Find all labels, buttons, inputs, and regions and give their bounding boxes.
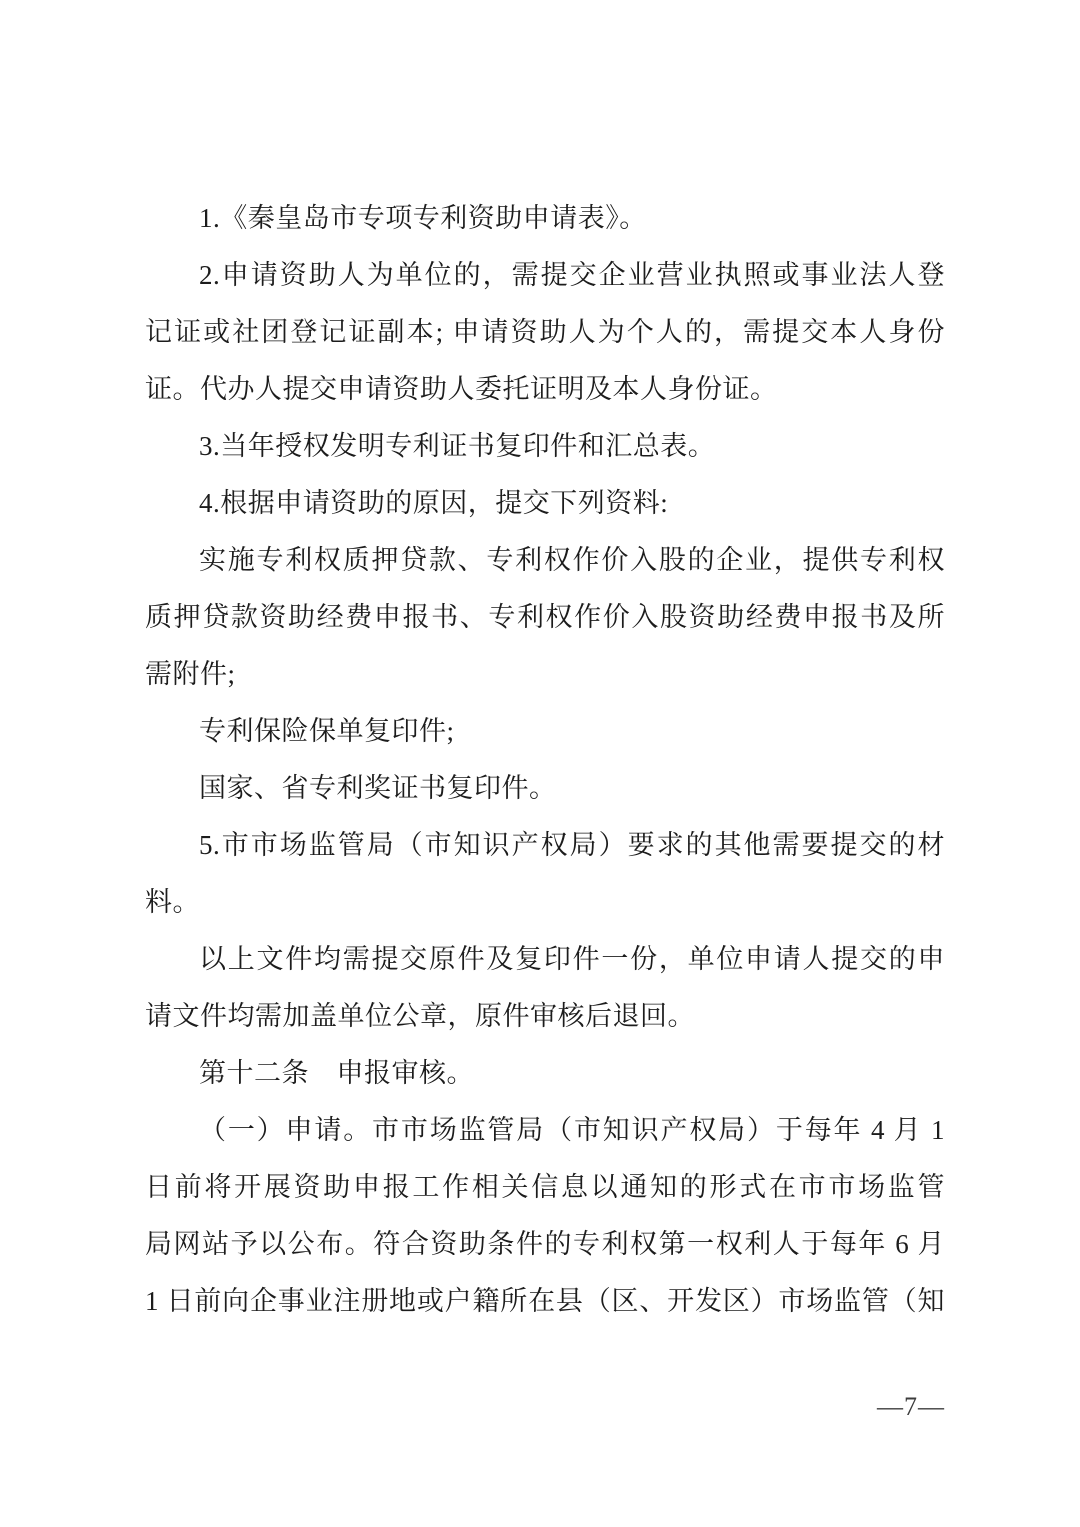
text-line: 2.申请资助人为单位的，需提交企业营业执照或事业法人登: [199, 260, 945, 290]
text-line: 1.《秦皇岛市专项专利资助申请表》。: [199, 203, 647, 233]
text-line: 记证或社团登记证副本; 申请资助人为个人的，需提交本人身份: [145, 317, 945, 347]
text-line: 需附件;: [145, 659, 236, 689]
text-line: 日前将开展资助申报工作相关信息以通知的形式在市市场监管: [145, 1172, 945, 1202]
text-line: 1 日前向企事业注册地或户籍所在县（区、开发区）市场监管（知: [145, 1286, 945, 1316]
text-line: 国家、省专利奖证书复印件。: [199, 773, 557, 803]
text-line: 5.市市场监管局（市知识产权局）要求的其他需要提交的材: [199, 830, 945, 860]
text-line: 局网站予以公布。符合资助条件的专利权第一权利人于每年 6 月: [145, 1229, 945, 1259]
text-line: 以上文件均需提交原件及复印件一份，单位申请人提交的申: [199, 944, 945, 974]
text-line: 3.当年授权发明专利证书复印件和汇总表。: [199, 431, 716, 461]
text-line: 料。: [145, 887, 200, 917]
page-number: —7—: [877, 1392, 945, 1421]
text-line: 请文件均需加盖单位公章，原件审核后退回。: [145, 1001, 695, 1031]
text-line: 第十二条 申报审核。: [199, 1058, 474, 1088]
text-line: 专利保险保单复印件;: [199, 716, 455, 746]
text-line: 质押贷款资助经费申报书、专利权作价入股资助经费申报书及所: [145, 602, 945, 632]
text-line: 4.根据申请资助的原因，提交下列资料:: [199, 488, 669, 518]
text-line: （一）申请。市市场监管局（市知识产权局）于每年 4 月 1: [199, 1115, 945, 1145]
document-body: [145, 190, 945, 1330]
text-line: 实施专利权质押贷款、专利权作价入股的企业，提供专利权: [199, 545, 945, 575]
text-line: 证。代办人提交申请资助人委托证明及本人身份证。: [145, 374, 778, 404]
